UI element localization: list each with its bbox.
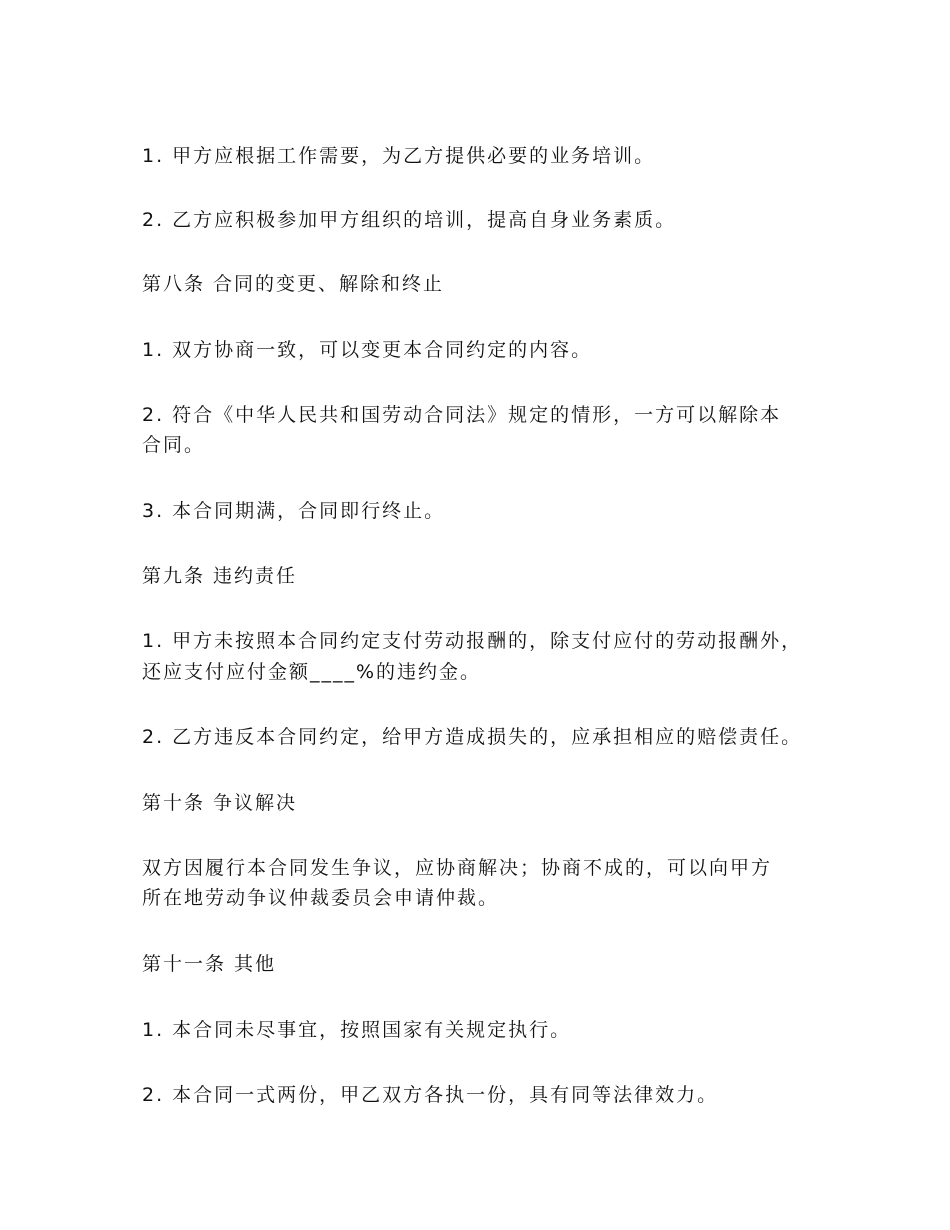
clause-8-item-3: 3. 本合同期满，合同即行终止。: [142, 500, 446, 522]
clause-9-heading: 第九条 违约责任: [142, 565, 298, 587]
clause-11-item-2: 2. 本合同一式两份，甲乙双方各执一份，具有同等法律效力。: [142, 1084, 719, 1106]
clause-10-text-line-2: 所在地劳动争议仲裁委员会申请仲裁。: [142, 887, 500, 909]
clause-11-heading: 第十一条 其他: [142, 953, 277, 975]
clause-8-item-2-line-2: 合同。: [142, 434, 206, 456]
clause-9-item-1-line-1: 1. 甲方未按照本合同约定支付劳动报酬的，除支付应付的劳动报酬外，: [142, 630, 803, 652]
clause-8-item-2-line-1: 2. 符合《中华人民共和国劳动合同法》规定的情形，一方可以解除本: [142, 404, 782, 426]
clause-7-item-1: 1. 甲方应根据工作需要，为乙方提供必要的业务培训。: [142, 145, 656, 167]
clause-9-item-2: 2. 乙方违反本合同约定，给甲方造成损失的，应承担相应的赔偿责任。: [142, 726, 803, 748]
clause-10-heading: 第十条 争议解决: [142, 792, 298, 814]
clause-11-item-1: 1. 本合同未尽事宜，按照国家有关规定执行。: [142, 1019, 572, 1041]
clause-9-item-1-line-2: 还应支付应付金额____%的违约金。: [142, 661, 482, 683]
clause-10-text-line-1: 双方因履行本合同发生争议，应协商解决；协商不成的，可以向甲方: [142, 857, 773, 879]
clause-7-item-2: 2. 乙方应积极参加甲方组织的培训，提高自身业务素质。: [142, 209, 677, 231]
clause-8-item-1: 1. 双方协商一致，可以变更本合同约定的内容。: [142, 339, 593, 361]
clause-8-heading: 第八条 合同的变更、解除和终止: [142, 273, 445, 295]
